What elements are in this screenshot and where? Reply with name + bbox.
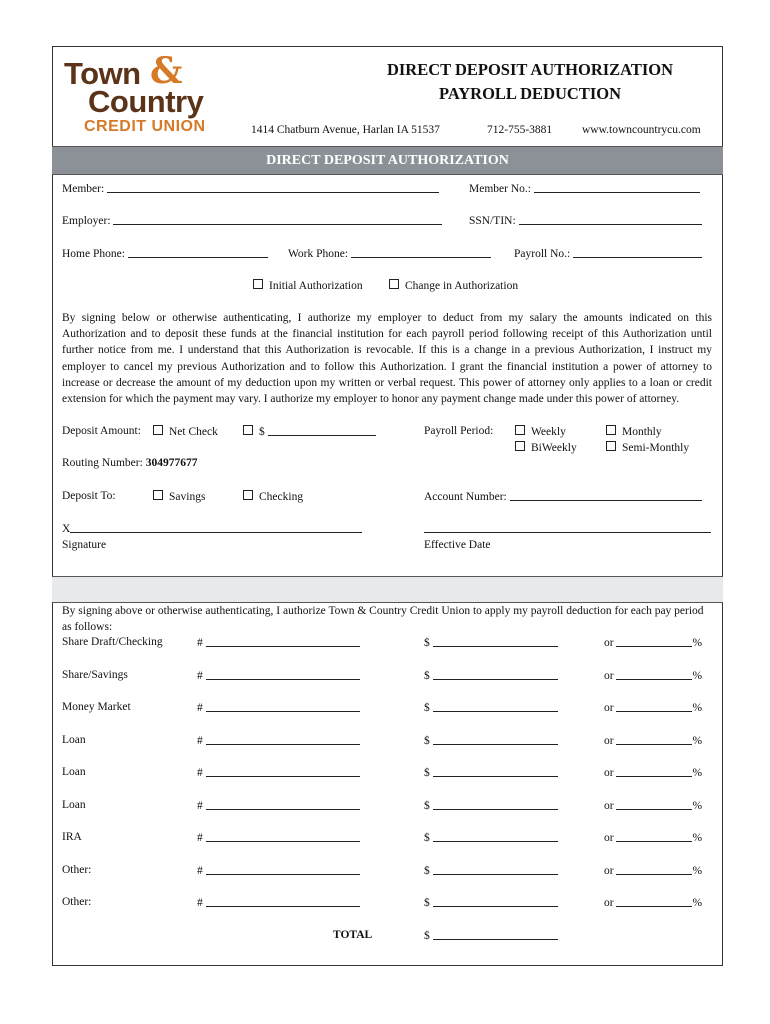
dollar-symbol: $ [424,702,430,714]
routing-number-value: 304977677 [145,457,198,469]
or-text: or [604,799,614,812]
employer-field[interactable] [62,214,442,227]
checking-option[interactable] [243,490,303,503]
deduction-row-6-account[interactable] [197,799,360,812]
savings-checkbox[interactable] [153,490,163,500]
deduction-row-8-percent[interactable] [604,864,702,877]
deduction-row-5-account[interactable] [197,766,360,779]
percent-symbol: % [692,897,703,909]
signature-label: Signature [62,539,107,551]
dollar-symbol: $ [424,799,430,812]
savings-label: Savings [169,491,206,503]
deduction-row-7-percent[interactable] [604,831,702,844]
hash-symbol: # [197,897,203,909]
deduction-row-9-account[interactable] [197,896,360,909]
monthly-checkbox[interactable] [606,425,616,435]
biweekly-option[interactable] [515,441,577,454]
account-line[interactable] [206,734,360,745]
deduction-row-7-label [62,831,82,843]
employer-label: Employer: [62,215,111,227]
dollar-symbol: $ [424,864,430,877]
deduction-row-label: Share/Savings [62,668,128,681]
form-subtitle: PAYROLL DEDUCTION [439,84,621,103]
dollar-symbol: $ [424,832,430,844]
deduction-row-5-label [62,766,86,778]
home-phone-field[interactable] [62,247,268,260]
deduction-row-label: Loan [62,733,86,746]
percent-symbol: % [692,669,703,682]
dollar-sign: $ [259,426,265,438]
deduction-row-2-account[interactable] [197,669,360,682]
dollar-symbol: $ [424,637,430,649]
weekly-label: Weekly [531,426,566,438]
checking-checkbox[interactable] [243,490,253,500]
account-number-label: Account Number: [424,491,507,503]
amount-line[interactable] [433,669,558,680]
deduction-row-6-amount[interactable] [424,799,558,812]
effective-date-field[interactable] [424,522,711,535]
deduction-row-4-amount[interactable] [424,734,558,747]
amount-line[interactable] [433,799,558,810]
deduction-row-label: IRA [62,831,82,843]
payroll-no-field[interactable] [514,247,702,260]
signature-field[interactable] [62,522,362,535]
deduction-row-label: Money Market [62,701,131,713]
payroll-deduction-bar [52,576,723,603]
effective-date-line[interactable] [424,522,711,533]
credit-union-logo [62,50,232,142]
member-no-line[interactable] [534,182,700,193]
deduction-row-2-amount[interactable] [424,669,558,682]
amount-line[interactable] [433,766,558,777]
initial-authorization-checkbox[interactable] [253,279,263,289]
deduction-row-5-percent[interactable] [604,766,702,779]
logo-town: Town [64,56,141,91]
percent-line[interactable] [616,864,692,875]
deduction-row-label: Loan [62,766,86,778]
dollar-amount-option[interactable] [243,425,376,438]
or-text: or [604,702,614,714]
monthly-label: Monthly [622,426,662,438]
weekly-option[interactable] [515,425,566,438]
percent-symbol: % [692,864,703,877]
address: 1414 Chatburn Avenue, Harlan IA 51537 [251,124,440,136]
section-title: DIRECT DEPOSIT AUTHORIZATION [266,153,509,168]
change-authorization-option[interactable] [389,279,518,292]
account-line[interactable] [206,831,360,842]
deduction-row-9-amount[interactable] [424,896,558,909]
hash-symbol: # [197,799,203,812]
deduction-row-6-percent[interactable] [604,799,702,812]
website: www.towncountrycu.com [582,124,701,136]
percent-symbol: % [692,734,703,747]
percent-line[interactable] [616,669,692,680]
dollar-symbol: $ [424,734,430,747]
member-field[interactable] [62,182,439,195]
signature-x: X [62,523,71,535]
work-phone-label: Work Phone: [288,248,349,260]
deduction-row-1-label [62,636,163,648]
amount-line[interactable] [433,734,558,745]
payroll-no-line[interactable] [573,247,702,258]
deduction-row-1-amount[interactable] [424,636,558,649]
logo-country: Country [88,84,204,119]
or-text: or [604,767,614,779]
dollar-amount-line[interactable] [268,425,376,436]
deduction-row-8-label [62,864,91,876]
hash-symbol: # [197,832,203,844]
percent-line[interactable] [616,831,692,842]
percent-symbol: % [692,832,703,844]
percent-line[interactable] [616,799,692,810]
account-line[interactable] [206,636,360,647]
percent-symbol: % [692,799,703,812]
account-line[interactable] [206,766,360,777]
total-label: TOTAL [333,929,373,941]
ssn-line[interactable] [519,214,702,225]
total-amount-line[interactable] [433,929,558,940]
net-check-label: Net Check [169,426,218,438]
amount-line[interactable] [433,864,558,875]
account-line[interactable] [206,799,360,810]
deduction-row-2-label [62,669,128,681]
amount-line[interactable] [433,636,558,647]
work-phone-field[interactable] [288,247,491,260]
account-line[interactable] [206,864,360,875]
or-text: or [604,637,614,649]
dollar-symbol: $ [424,897,430,909]
account-line[interactable] [206,669,360,680]
account-line[interactable] [206,701,360,712]
signature-line[interactable] [70,522,362,533]
deduction-row-label: Other: [62,863,92,876]
deduction-row-9-label [62,896,91,908]
dollar-symbol: $ [424,767,430,779]
semimonthly-label: Semi-Monthly [622,442,690,454]
ssn-label: SSN/TIN: [469,215,516,227]
deduction-row-1-percent[interactable] [604,636,702,649]
member-no-field[interactable] [469,182,700,195]
deduction-row-4-percent[interactable] [604,734,702,747]
initial-authorization-label: Initial Authorization [269,280,363,292]
ssn-field[interactable] [469,214,702,227]
deduction-row-9-percent[interactable] [604,896,702,909]
employer-line[interactable] [113,214,442,225]
deduction-row-2-percent[interactable] [604,669,702,682]
routing-number-label: Routing Number: [62,457,143,469]
payroll-deduction-paragraph: By signing above or otherwise authenticating, I authorize Town & Country Credit Union to apply my payroll deduction for each pay period as follows: [62,605,704,634]
total-amount-field[interactable] [424,929,558,942]
deduction-row-8-account[interactable] [197,864,360,877]
deposit-to-label: Deposit To: [62,490,116,502]
monthly-option[interactable] [606,425,662,438]
hash-symbol: # [197,637,203,649]
weekly-checkbox[interactable] [515,425,525,435]
logo-ampersand: & [150,50,183,92]
effective-date-label: Effective Date [424,539,491,551]
authorization-paragraph: By signing below or otherwise authenticating, I authorize my employer to deduct from my salary the amounts indicated on this Authorization and to deposit these funds at the financial institution for each payroll period following receipt of this Authorization until further notice from me. I understand that this Authorization is revocable. If this is a change in a previous Authorization, I instruct my employer to cancel my previous Authorization and to follow this Authorization. I grant the financial institution a power of attorney to increase or decrease the amount of my deduction upon my written or verbal request. This power of attorney only applies to a loan or credit extension for which the payment may vary. I authorize my employer to honor any payment change made under this power of attorney. [62,312,712,406]
hash-symbol: # [197,864,203,877]
or-text: or [604,897,614,909]
amount-line[interactable] [433,831,558,842]
or-text: or [604,669,614,682]
member-line[interactable] [107,182,439,193]
logo-credit-union: CREDIT UNION [84,118,206,135]
hash-symbol: # [197,734,203,747]
deduction-row-4-account[interactable] [197,734,360,747]
deduction-row-3-label [62,701,131,713]
payroll-no-label: Payroll No.: [514,248,571,260]
hash-symbol: # [197,669,203,682]
or-text: or [604,734,614,747]
account-number-field[interactable] [424,490,702,503]
member-label: Member: [62,183,105,195]
initial-authorization-option[interactable] [253,279,363,292]
section-header-bar [52,146,723,175]
net-check-option[interactable] [153,425,218,438]
deduction-row-3-amount[interactable] [424,701,558,714]
work-phone-line[interactable] [351,247,491,258]
savings-option[interactable] [153,490,205,503]
deduction-row-label: Share Draft/Checking [62,636,163,648]
or-text: or [604,864,614,877]
deduction-row-5-amount[interactable] [424,766,558,779]
percent-line[interactable] [616,636,692,647]
change-authorization-label: Change in Authorization [405,280,519,292]
semimonthly-checkbox[interactable] [606,441,616,451]
total-dollar-sign: $ [424,930,430,942]
phone: 712-755-3881 [487,124,553,136]
biweekly-checkbox[interactable] [515,441,525,451]
dollar-symbol: $ [424,669,430,682]
payroll-period-label: Payroll Period: [424,425,494,437]
deposit-amount-label: Deposit Amount: [62,425,141,437]
deduction-row-label: Other: [62,896,92,908]
or-text: or [604,832,614,844]
deduction-row-8-amount[interactable] [424,864,558,877]
deduction-row-3-percent[interactable] [604,701,702,714]
percent-symbol: % [692,637,703,649]
change-authorization-checkbox[interactable] [389,279,399,289]
deduction-row-4-label [62,734,86,746]
amount-line[interactable] [433,896,558,907]
deduction-row-6-label [62,799,86,811]
home-phone-line[interactable] [128,247,268,258]
percent-line[interactable] [616,896,692,907]
biweekly-label: BiWeekly [531,442,577,454]
amount-line[interactable] [433,701,558,712]
hash-symbol: # [197,702,203,714]
deduction-row-1-account[interactable] [197,636,360,649]
net-check-checkbox[interactable] [153,425,163,435]
home-phone-label: Home Phone: [62,248,125,260]
dollar-amount-checkbox[interactable] [243,425,253,435]
deduction-row-3-account[interactable] [197,701,360,714]
deduction-row-7-amount[interactable] [424,831,558,844]
deduction-row-7-account[interactable] [197,831,360,844]
deduction-row-label: Loan [62,798,86,811]
checking-label: Checking [259,491,304,503]
percent-symbol: % [692,767,703,779]
percent-line[interactable] [616,734,692,745]
percent-symbol: % [692,702,703,714]
hash-symbol: # [197,767,203,779]
form-title: DIRECT DEPOSIT AUTHORIZATION [386,60,674,79]
percent-line[interactable] [616,701,692,712]
routing-number [62,457,197,469]
account-number-line[interactable] [510,490,702,501]
member-no-label: Member No.: [469,183,531,195]
account-line[interactable] [206,896,360,907]
semimonthly-option[interactable] [606,441,689,454]
percent-line[interactable] [616,766,692,777]
